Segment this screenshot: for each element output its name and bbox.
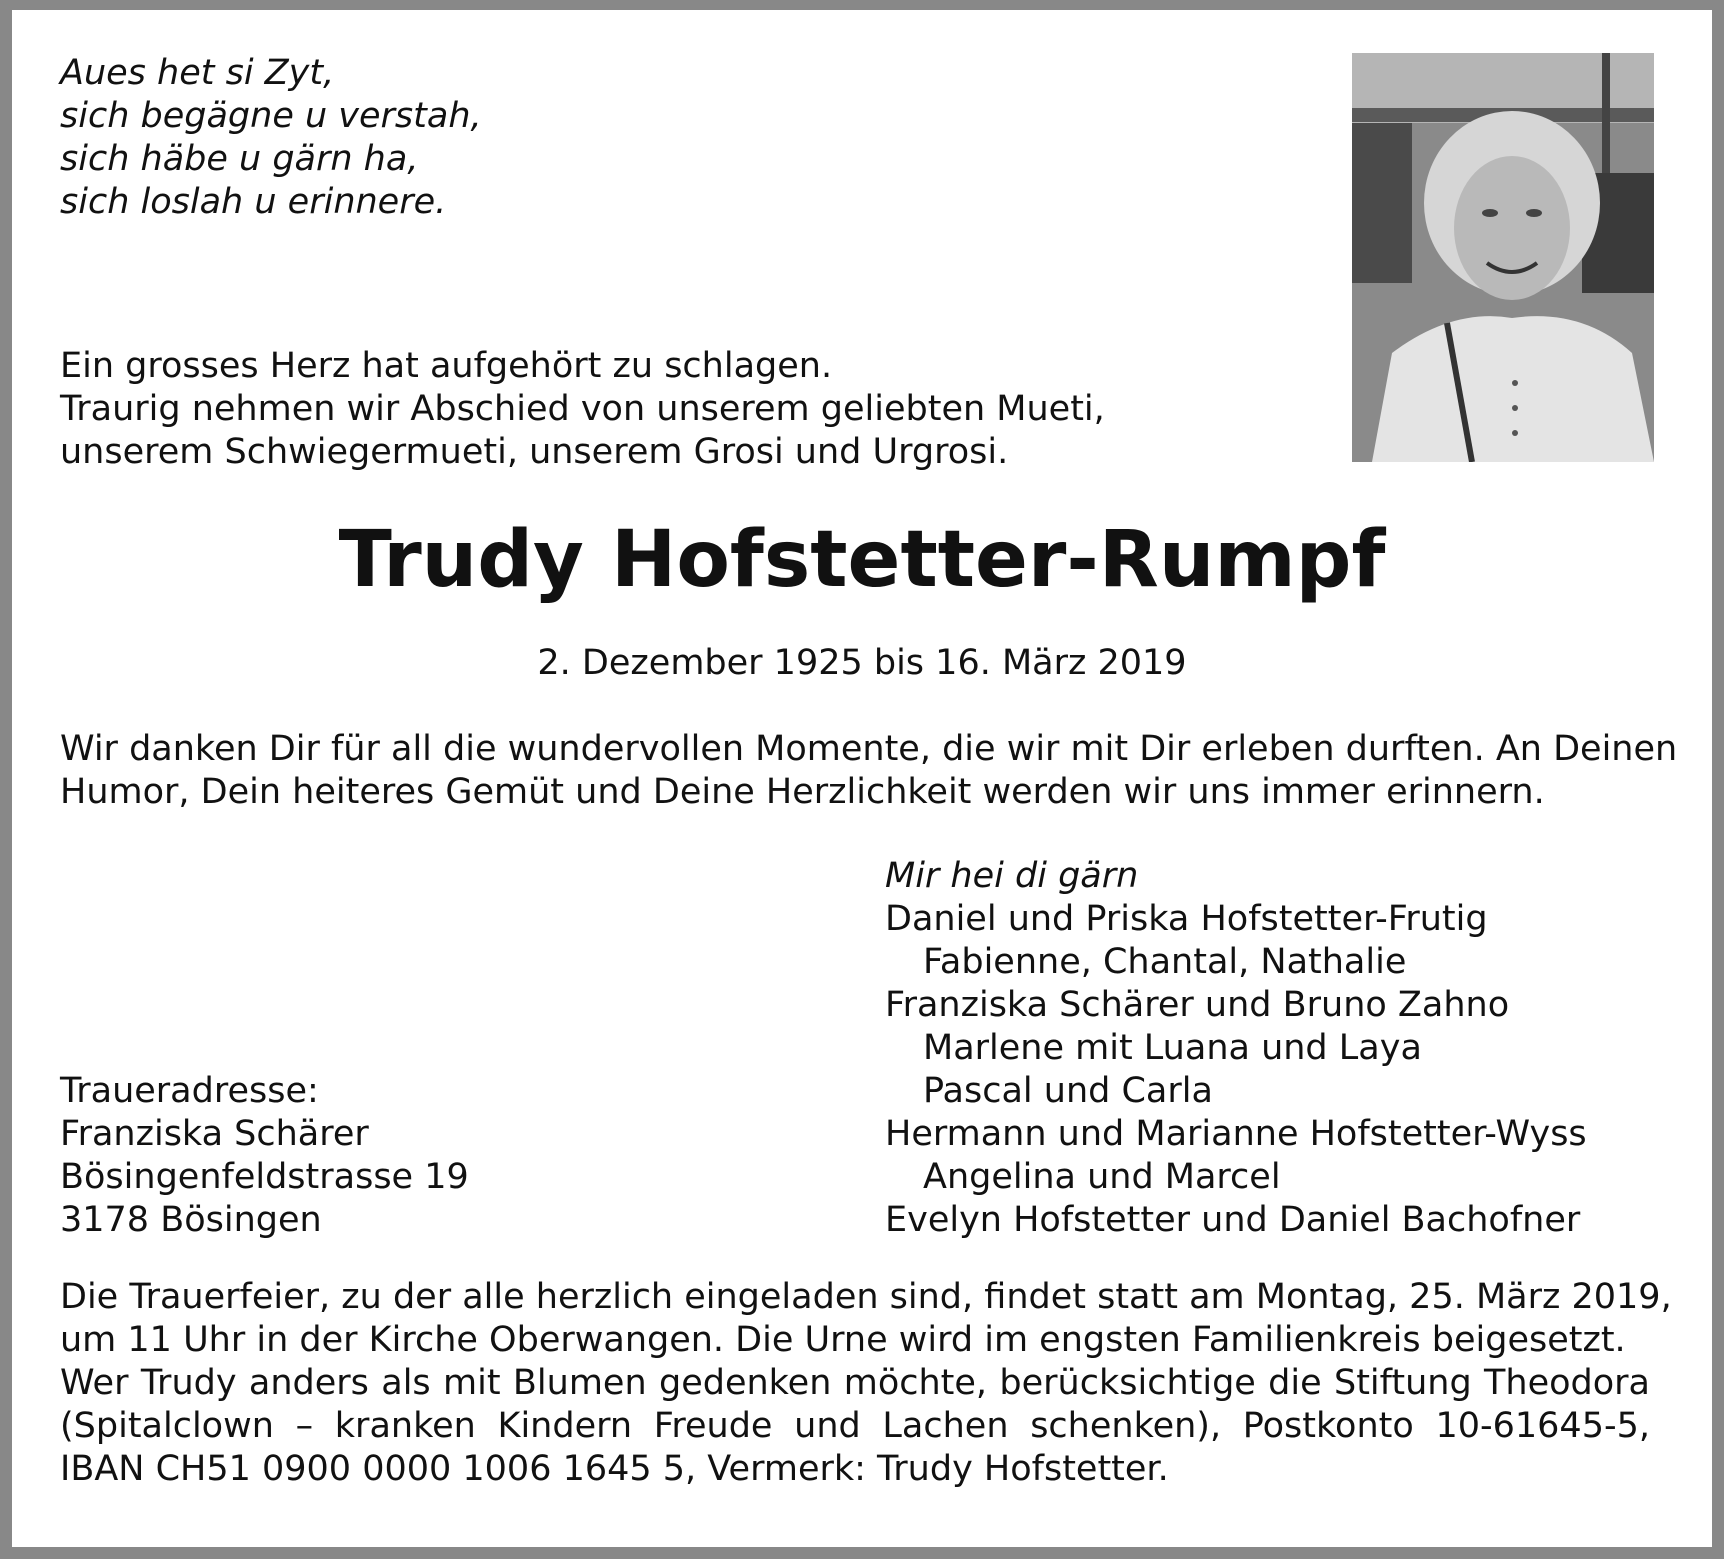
donation-line: IBAN CH51 0900 0000 1006 1645 5, Vermerk: Trudy Hofstetter.: [60, 1449, 1169, 1489]
donation-line: Wer Trudy anders als mit Blumen gedenken möchte, berücksichtige die Stiftung Theodora: [60, 1363, 1650, 1403]
thanks-line: Wir danken Dir für all die wundervollen Momente, die wir mit Dir erleben durften. An Deinen: [60, 729, 1678, 769]
ceremony-line: um 11 Uhr in der Kirche Oberwangen. Die Urne wird im engsten Familienkreis beigesetzt.: [60, 1320, 1626, 1360]
family-member: Pascal und Carla: [923, 1071, 1213, 1111]
family-member: Angelina und Marcel: [923, 1157, 1281, 1197]
family-heading: Mir hei di gärn: [885, 856, 1139, 896]
ceremony-text: [60, 1276, 1672, 1362]
poem-line: sich begägne u verstah,: [60, 96, 482, 136]
intro-line: Traurig nehmen wir Abschied von unserem geliebten Mueti,: [60, 389, 1105, 429]
address-line: Traueradresse:: [60, 1071, 319, 1111]
intro-line: unserem Schwiegermueti, unserem Grosi und Urgrosi.: [60, 432, 1009, 472]
family-member: Franziska Schärer und Bruno Zahno: [885, 985, 1510, 1025]
address-line: Franziska Schärer: [60, 1114, 369, 1154]
mourning-address: [60, 1070, 469, 1242]
address-line: 3178 Bösingen: [60, 1200, 322, 1240]
intro-line: Ein grosses Herz hat aufgehört zu schlagen.: [60, 346, 833, 386]
intro-text: [60, 345, 1105, 474]
family-member: Fabienne, Chantal, Nathalie: [923, 942, 1407, 982]
family-member: Marlene mit Luana und Laya: [923, 1028, 1422, 1068]
family-member: Evelyn Hofstetter und Daniel Bachofner: [885, 1200, 1581, 1240]
family-member: Daniel und Priska Hofstetter-Frutig: [885, 899, 1488, 939]
donation-line: (Spitalclown – kranken Kindern Freude und Lachen schenken), Postkonto 10-61645-5,: [60, 1406, 1650, 1446]
portrait-image: [1352, 53, 1654, 462]
poem-line: Aues het si Zyt,: [60, 53, 335, 93]
ceremony-line: Die Trauerfeier, zu der alle herzlich eingeladen sind, findet statt am Montag, 25. März 2019,: [60, 1277, 1672, 1317]
thanks-text: [60, 728, 1677, 814]
family-list: [885, 855, 1587, 1242]
life-dates: 2. Dezember 1925 bis 16. März 2019: [537, 643, 1187, 683]
deceased-name: Trudy Hofstetter-Rumpf: [338, 515, 1386, 605]
obituary-notice: [12, 10, 1712, 1547]
address-line: Bösingenfeldstrasse 19: [60, 1157, 469, 1197]
poem: [60, 52, 482, 224]
poem-line: sich häbe u gärn ha,: [60, 139, 419, 179]
portrait-photo: [1352, 53, 1654, 462]
donation-text: [60, 1362, 1650, 1491]
thanks-line: Humor, Dein heiteres Gemüt und Deine Herzlichkeit werden wir uns immer erinnern.: [60, 772, 1545, 812]
family-member: Hermann und Marianne Hofstetter-Wyss: [885, 1114, 1587, 1154]
poem-line: sich loslah u erinnere.: [60, 182, 447, 222]
